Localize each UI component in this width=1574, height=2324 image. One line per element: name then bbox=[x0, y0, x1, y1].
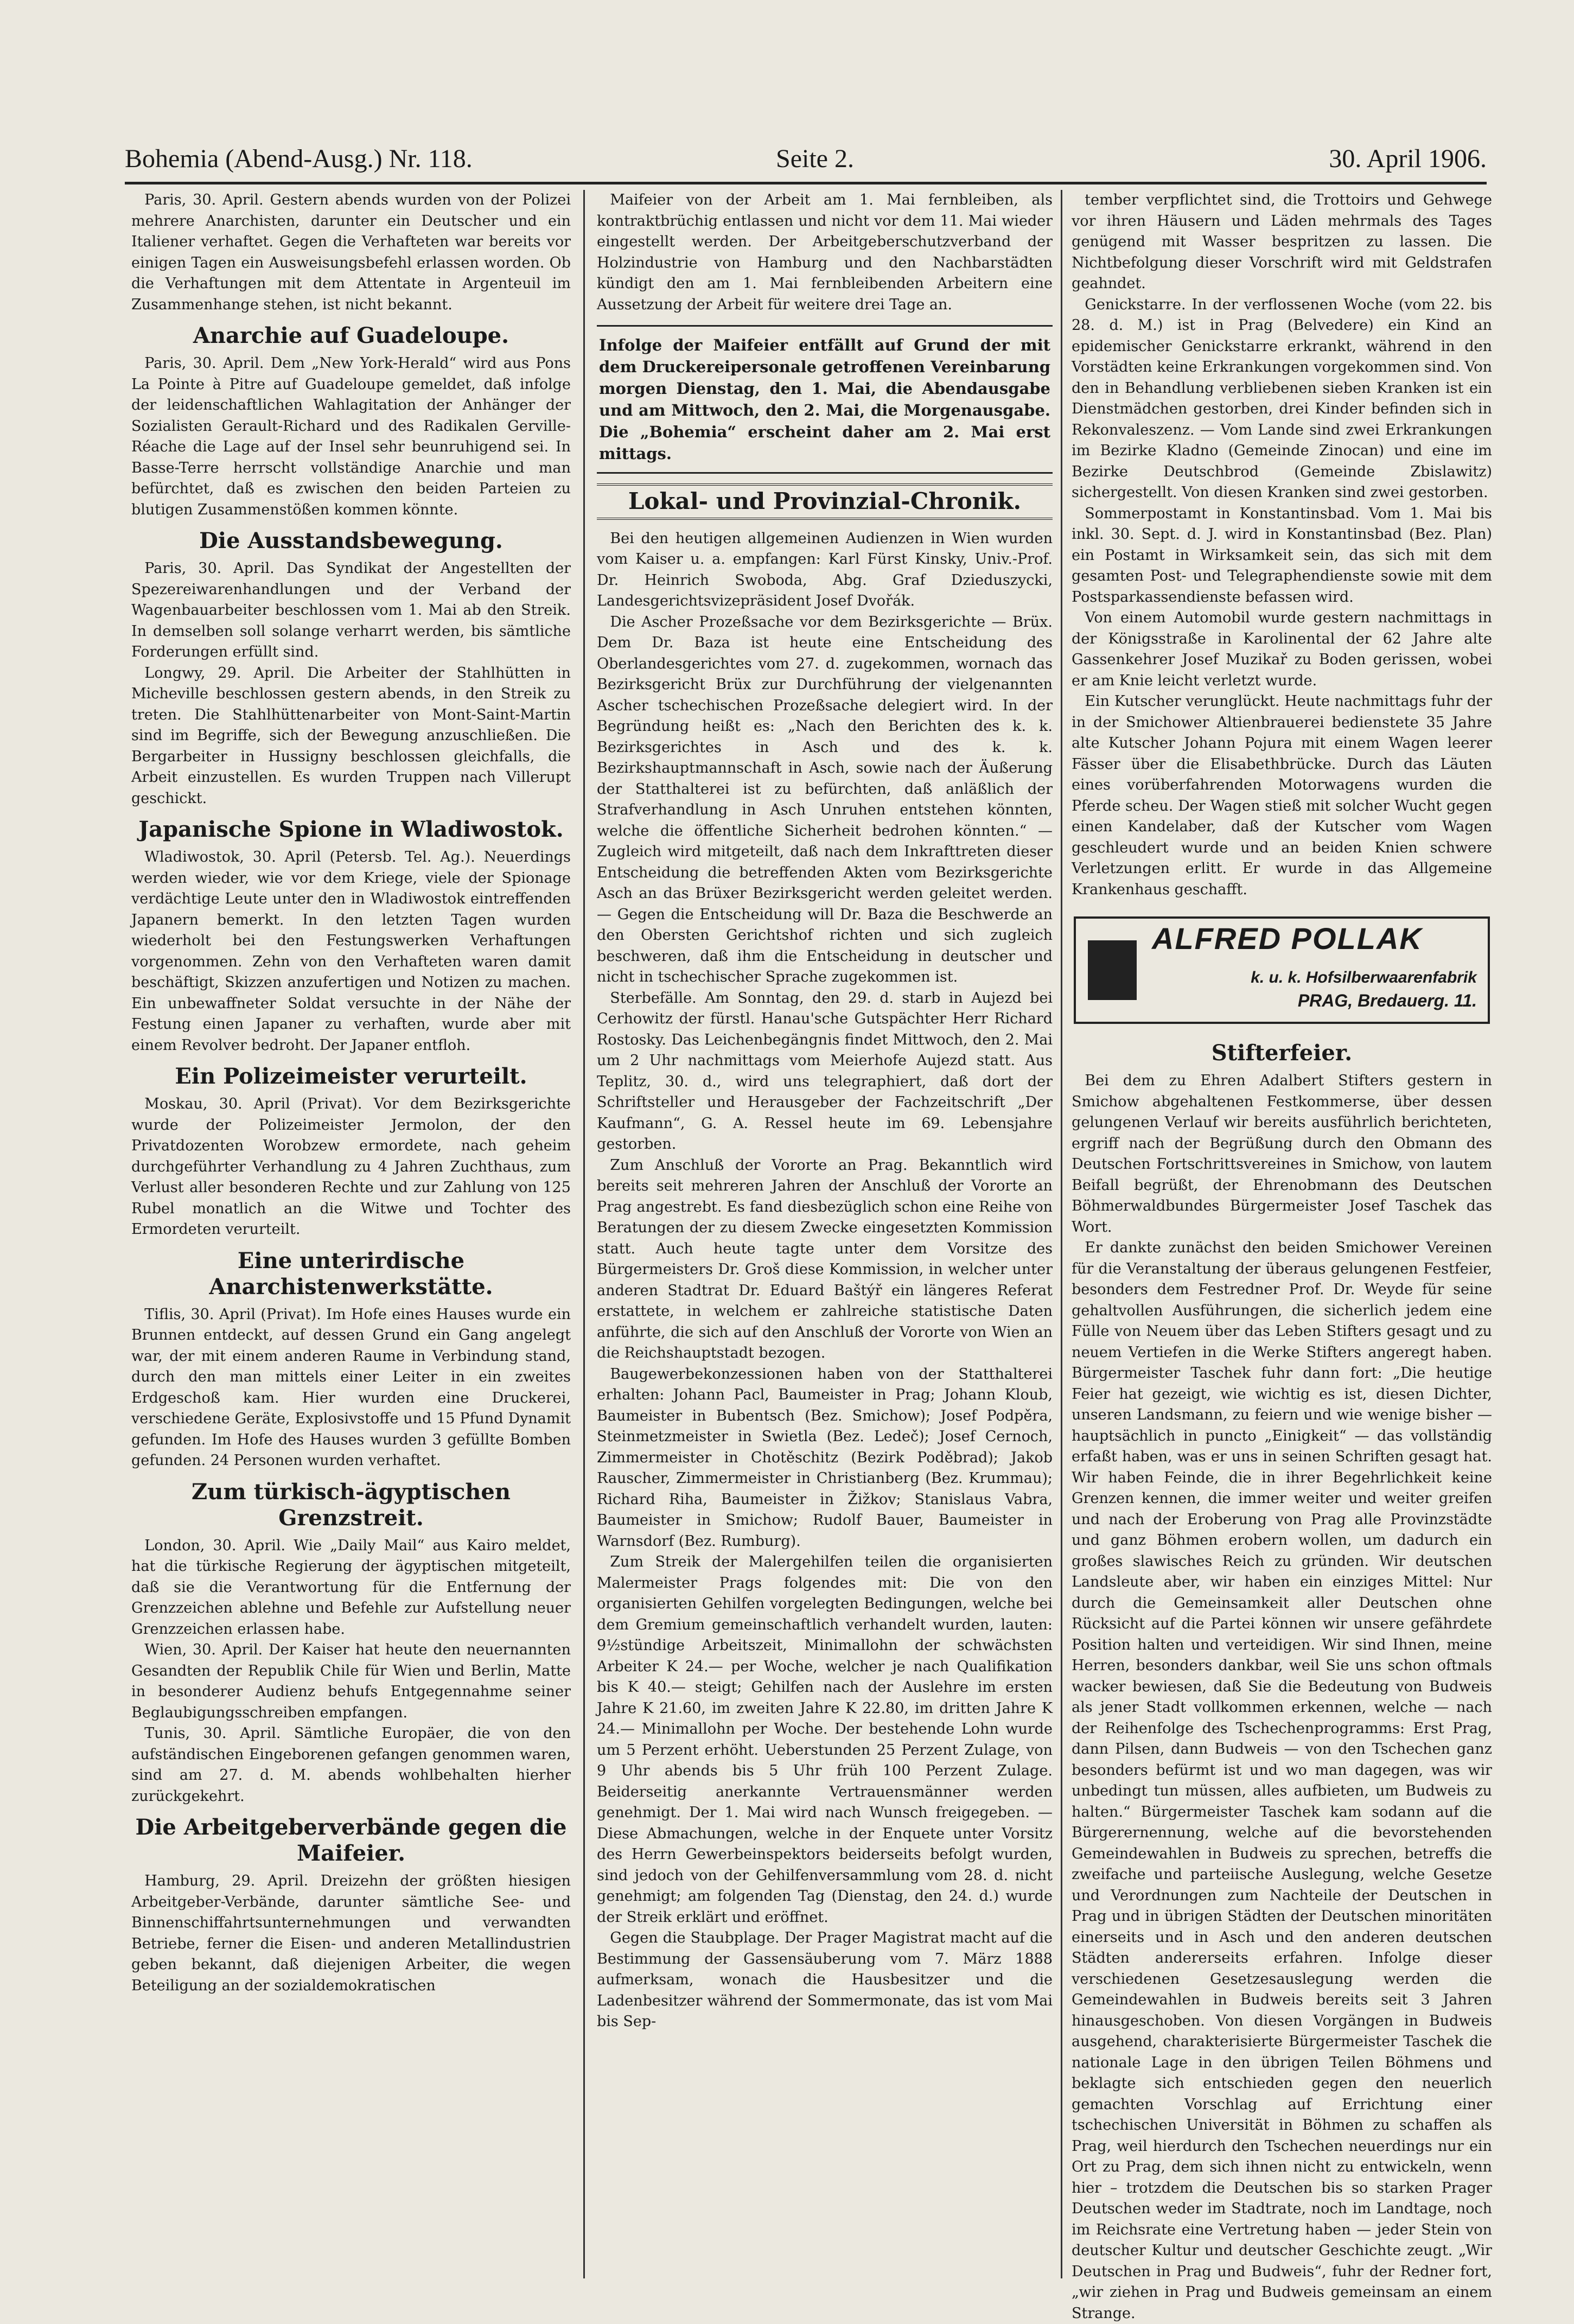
column-2 bbox=[597, 190, 1053, 2278]
article-paragraph: Von einem Automobil wurde gestern nachmittags in der Königsstraße in Karolinental der 62 Jahre alte Gassenkehrer Josef Muzikař zu Boden gerissen, wobei er am Knie leicht verletzt wurde. bbox=[1072, 609, 1492, 689]
advertisement bbox=[1074, 916, 1490, 1024]
column-1 bbox=[131, 190, 571, 2278]
column-3 bbox=[1072, 190, 1492, 2322]
article-paragraph: Paris, 30. April. Das Syndikat der Angestellten der Spezereiwarenhandlungen und der Verband der Wagenbauarbeiter beschlossen vom 1. Mai ab den Streik. In demselben soll solange verharrt werden, bis sämtliche Forderungen erfüllt sind. bbox=[131, 560, 571, 660]
article-headline: Japanische Spione in Wladiwostok. bbox=[138, 817, 564, 842]
column-divider bbox=[1061, 190, 1062, 2278]
article-headline: Die Arbeitgeberverbände gegen die Maifeier. bbox=[135, 1814, 567, 1866]
article-headline: Zum türkisch-ägyptischen Grenzstreit. bbox=[192, 1479, 511, 1531]
article-paragraph: Zum Streik der Malergehilfen teilen die organisierten Malermeister Prags folgendes mit: Die von den organisierten Gehilfen vorgelegten Bedingungen, welche bei dem Gremium gemeinschaftlich verhandelt wurden, lauten: 9½stündige Arbeitszeit, Minimallohn der schwächsten Arbeiter K 24.— per Woche, welcher je nach Qualifikation bis K 40.— steigt; Gehilfen nach der Auslehre im ersten Jahre K 21.60, im zweiten Jahre K 22.80, im dritten Jahre K 24.— Minimallohn per Woche. Der bestehende Lohn wurde um 5 Perzent erhöht. Ueberstunden 25 Perzent Zulage, von 9 Uhr abends bis 5 Uhr früh 100 Perzent Zulage. Beiderseitig anerkannte Vertrauensmänner werden genehmigt. Der 1. Mai wird nach Wunsch freigegeben. — Diese Abmachungen, welche in der Enquete unter Vorsitz des Herrn Gewerbeinspektors beiderseits befolgt wurden, sind jedoch von der Gehilfenversammlung vom 28. d. nicht genehmigt; am folgenden Tag (Dienstag, den 24. d.) wurde der Streik erklärt und eröffnet. bbox=[597, 1553, 1053, 1926]
article-headline: Anarchie auf Guadeloupe. bbox=[193, 323, 509, 348]
article-headline: Die Ausstandsbewegung. bbox=[199, 528, 503, 553]
article-headline: Stifterfeier. bbox=[1211, 1040, 1353, 1066]
article-paragraph: Longwy, 29. April. Die Arbeiter der Stahlhütten in Micheville beschlossen gestern abends, in den Streik zu treten. Die Stahlhüttenarbeiter von Mont-Saint-Martin sind im Begriffe, sich der Bewegung anzuschließen. Die Bergarbeiter in Hussigny beschlossen gleichfalls, die Arbeit einzustellen. Es wurden Truppen nach Villerupt geschickt. bbox=[131, 664, 571, 807]
article-paragraph: Moskau, 30. April (Privat). Vor dem Bezirksgerichte wurde der Polizeimeister Jermolon, der den Privatdozenten Worobzew ermordete, nach geheim durchgeführter Verhandlung zu 4 Jahren Zuchthaus, zum Verlust aller besonderen Rechte und zur Zahlung von 125 Rubel monatlich an die Witwe und Tochter des Ermordeten verurteilt. bbox=[131, 1096, 571, 1238]
column-divider bbox=[583, 190, 585, 2278]
issue-date: 30. April 1906. bbox=[1329, 144, 1487, 173]
article-paragraph: Bei den heutigen allgemeinen Audienzen in Wien wurden vom Kaiser u. a. empfangen: Karl Fürst Kinsky, Univ.-Prof. Dr. Heinrich Swoboda, Abg. Graf Dzieduszycki, Landesgerichtsvizepräsident Josef Dvořák. bbox=[597, 530, 1053, 609]
article-headline: Ein Polizeimeister verurteilt. bbox=[175, 1064, 527, 1089]
section-title: Lokal- und Provinzial-Chronik. bbox=[597, 483, 1053, 520]
article-paragraph: tember verpflichtet sind, die Trottoirs und Gehwege vor ihren Häusern und Läden mehrmals des Tages genügend mit Wasser bespritzen zu lassen. Die Nichtbefolgung dieser Vorschrift wird mit Geldstrafen geahndet. bbox=[1072, 192, 1492, 292]
article-paragraph: Sterbefälle. Am Sonntag, den 29. d. starb in Aujezd bei Cerhowitz der fürstl. Hanau'sche Gutspächter Herr Richard Rostosky. Das Leichenbegängnis findet Mittwoch, den 2. Mai um 2 Uhr nachmittags vom Meierhofe Aujezd statt. Aus Teplitz, 30. d., wird uns telegraphiert, daß dort der Schriftsteller und Herausgeber der Fachzeitschrift „Der Kaufmann“, G. A. Ressel heute im 69. Lebensjahre gestorben. bbox=[597, 989, 1053, 1153]
article-paragraph: Bei dem zu Ehren Adalbert Stifters gestern in Smichow abgehaltenen Festkommerse, über dessen gelungenen Verlauf wir bereits ausführlich berichteten, ergriff nach der Begrüßung durch den Obmann des Deutschen Fortschrittsvereines in Smichow, von lautem Beifall begrüßt, der Ehrenobmann des Deutschen Böhmerwaldbundes Bürgermeister Josef Taschek das Wort. bbox=[1072, 1072, 1492, 1236]
article-paragraph: Wien, 30. April. Der Kaiser hat heute den neuernannten Gesandten der Republik Chile für Wien und Berlin, Matte in besonderer Audienz behufs Entgegennahme seiner Beglaubigungsschreiben empfangen. bbox=[131, 1641, 571, 1721]
publication-notice: Infolge der Maifeier entfällt auf Grund der mit dem Druckereipersonale getroffenen Vereinbarung morgen Dienstag, den 1. Mai, die Abendausgabe und am Mittwoch, den 2. Mai, die Morgenausgabe. Die „Bohemia“ erscheint daher am 2. Mai erst mittags. bbox=[597, 325, 1053, 474]
article-paragraph: Gegen die Staubplage. Der Prager Magistrat macht auf die Bestimmung der Gassensäuberung vom 7. März 1888 aufmerksam, wonach die Hausbesitzer und die Ladenbesitzer während der Sommermonate, das ist vom Mai bis Sep- bbox=[597, 1930, 1053, 2030]
article-paragraph: Paris, 30. April. Dem „New York-Herald“ wird aus Pons La Pointe à Pitre auf Guadeloupe gemeldet, daß infolge der leidenschaftlichen Wahlagitation der Anhänger der Sozialisten Gerault-Richard und des Radikalen Gerville-Réache die Lage auf der Insel sehr beunruhigend sei. In Basse-Terre herrscht vollständige Anarchie und man befürchtet, daß es zwischen den beiden Parteien zu blutigen Zusammenstößen kommen könnte. bbox=[131, 355, 571, 518]
article-paragraph: Maifeier von der Arbeit am 1. Mai fernbleiben, als kontraktbrüchig entlassen und nicht vor dem 11. Mai wieder eingestellt werden. Der Arbeitgeberschutzverband der Holzindustrie von Hamburg und den Nachbarstädten kündigt den am 1. Mai fernbleibenden Arbeitern eine Aussetzung der Arbeit für weitere drei Tage an. bbox=[597, 192, 1053, 313]
article-paragraph: Zum Anschluß der Vororte an Prag. Bekanntlich wird bereits seit mehreren Jahren der Anschluß der Vororte an Prag angestrebt. Es fand diesbezüglich schon eine Reihe von Beratungen der zu diesem Zwecke eingesetzten Kommission statt. Auch heute tagte unter dem Vorsitze des Bürgermeisters Dr. Groš diese Kommission, in welcher unter anderen Stadtrat Dr. Eduard Baštýř ein längeres Referat erstattete, in welchem er zahlreiche statistische Daten anführte, die sich auf den Anschluß der Vororte von Wien an die Reichshauptstadt bezogen. bbox=[597, 1156, 1053, 1361]
article-paragraph: Ein Kutscher verunglückt. Heute nachmittags fuhr der in der Smichower Altienbrauerei bedienstete 35 Jahre alte Kutscher Johann Pojura mit einem Wagen leerer Fässer über die Elisabethbrücke. Durch das Läuten eines vorüberfahrenden Motorwagens wurden die Pferde scheu. Der Wagen stieß mit solcher Wucht gegen einen Kandelaber, daß der Kutscher vom Wagen geschleudert wurde und an beiden Knien schwere Verletzungen erlitt. Er wurde in das Allgemeine Krankenhaus geschafft. bbox=[1072, 693, 1492, 898]
issue-label: Bohemia (Abend-Ausg.) Nr. 118. bbox=[125, 144, 473, 173]
advertiser-address: PRAG, Bredauerg. 11. bbox=[1297, 991, 1477, 1010]
page-header bbox=[125, 138, 1487, 182]
article-headline: Eine unterirdische Anarchistenwerkstätte. bbox=[209, 1247, 493, 1300]
article-paragraph: Er dankte zunächst den beiden Smichower Vereinen für die Veranstaltung der überaus gelungenen Festfeier, besonders dem Festredner Prof. Dr. Weyde für seine gehaltvollen Ausführungen, die sicherlich jedem eine Fülle von Neuem über das Leben Stifters gesagt und zu neuem Vertiefen in die Werke Stifters angeregt haben. Bürgermeister Taschek fuhr dann fort: „Die heutige Feier hat gezeigt, wie wichtig es ist, diesen Dichter, unseren Landsmann, zu feiern und wie wenige bisher — hauptsächlich in puncto „Einigkeit“ — das vollständig erfaßt haben, was er uns in seinen Schriften gesagt hat. Wir haben Feinde, die in ihrer Begehrlichkeit keine Grenzen kennen, die immer weiter und weiter greifen und nach der Eroberung von Prag alle Provinzstädte und ganz Böhmen erobern wollen, um dadurch ein großes slawisches Reich zu gründen. Wir deutschen Landsleute aber, wir haben ein einziges Mittel: Nur durch die Gemeinsamkeit aller Deutschen ohne Rücksicht auf die Partei können wir unsere gefährdete Position halten und verteidigen. Wir sind Ihnen, meine Herren, besonders dankbar, weil Sie uns schon oftmals wacker bewiesen, daß Sie die Bedeutung von Budweis als jener Stadt vollkommen erkennen, welche — nach der Reihenfolge des Tschechenprogramms: Erst Prag, dann Pilsen, dann Budweis — von den Tschechen ganz besonders befürmt ist und wo man dagegen, was wir unbedingt tun müssen, alles aufbieten, um Budweis zu halten.“ Bürgermeister Taschek kam sodann auf die Bürgerernennung, welche auf die bevorstehenden Gemeindewahlen in Budweis zu sprechen, betreffs die zweifache und parteiische Auslegung, welche Gesetze und Verordnungen zum Nachteile der Deutschen in Prag und in übrigen Städten der Deutschen minoritäten einerseits und in Asch und den anderen deutschen Städten andererseits erfahren. Infolge dieser verschiedenen Gesetzesauslegung werden die Gemeindewahlen in Budweis bereits seit 3 Jahren hinausgeschoben. Von diesen Vorgängen in Budweis ausgehend, charakterisierte Bürgermeister Taschek die nationale Lage in den übrigen Teilen Böhmens und beklagte sich entschieden gegen den neuerlich gemachten Vorschlag auf Errichtung einer tschechischen Universität in Böhmen zu schaffen als Prag, weil hierdurch den Tschechen neuerdings nur ein Ort zu Prag, dem sich ihnen nicht zu entwickeln, wenn hier – trotzdem die Deutschen bis so starken Prager Deutschen weder im Stadtrate, noch im Landtage, noch im Reichsrate eine Vertretung haben — jeder Stein von deutscher Kultur und deutscher Geschichte zeugt. „Wir Deutschen in Prag und Budweis“, fuhr der Redner fort, „wir ziehen in Prag und Budweis gemeinsam an einem Strange. bbox=[1072, 1239, 1492, 2322]
article-paragraph: London, 30. April. Wie „Daily Mail“ aus Kairo meldet, hat die türkische Regierung der ägyptischen mitgeteilt, daß sie die Verantwortung für die Entfernung der Grenzzeichen ablehne und Befehle zur Aufstellung neuer Grenzzeichen erlassen habe. bbox=[131, 1537, 571, 1638]
article-paragraph: Hamburg, 29. April. Dreizehn der größten hiesigen Arbeitgeber-Verbände, darunter sämtliche See- und Binnenschiffahrtsunternehmungen und verwandten Betriebe, ferner die Eisen- und anderen Metallindustrien geben bekannt, daß diejenigen Arbeiter, die wegen Beteiligung an der sozialdemokratischen bbox=[131, 1873, 571, 1994]
article-paragraph: Die Ascher Prozeßsache vor dem Bezirksgerichte — Brüx. Dem Dr. Baza ist heute eine Entscheidung des Oberlandesgerichtes vom 27. d. zugekommen, wornach das Bezirksgericht Brüx zur Durchführung der vielgenannten Ascher tschechischen Prozeßsache delegiert wird. In der Begründung heißt es: „Nach den Berichten des k. k. Bezirksgerichtes in Asch und des k. k. Bezirkshauptmannschaft in Asch, sowie nach der Äußerung der Statthalterei ist zu befürchten, daß anläßlich der Strafverhandlung in Asch Unruhen entstehen könnten, welche die öffentliche Sicherheit bedrohen könnten.“ — Zugleich wird mitgeteilt, daß nach dem Inkrafttreten dieser Entscheidung die betreffenden Akten vom Bezirksgerichte Asch an das Brüxer Bezirksgericht werden geleitet werden. — Gegen die Entscheidung will Dr. Baza die Beschwerde an den Obersten Gerichtshof richten und sich zugleich beschweren, daß ihm die Entscheidung in deutscher und nicht in tschechischer Sprache zugekommen ist. bbox=[597, 613, 1053, 985]
article-paragraph: Paris, 30. April. Gestern abends wurden von der Polizei mehrere Anarchisten, darunter ein Deutscher und ein Italiener verhaftet. Gegen die Verhafteten war bereits vor einigen Tagen ein Ausweisungsbefehl erlassen worden. Ob die Verhaftungen mit dem Attentate in Argenteuil im Zusammenhange stehen, ist nicht bekannt. bbox=[131, 192, 571, 313]
advertisement-logo bbox=[1088, 940, 1137, 1000]
article-paragraph: Tiflis, 30. April (Privat). Im Hofe eines Hauses wurde ein Brunnen entdeckt, auf dessen Grund ein Gang angelegt war, der mit einem anderen Raume in Verbindung stand, durch den man mittels einer Leiter in ein zweites Erdgeschoß kam. Hier wurden eine Druckerei, verschiedene Geräte, Explosivstoffe und 15 Pfund Dynamit gefunden. Im Hofe des Hauses wurden 3 gefüllte Bomben gefunden. 24 Personen wurden verhaftet. bbox=[131, 1306, 571, 1469]
article-paragraph: Wladiwostok, 30. April (Petersb. Tel. Ag.). Neuerdings werden wieder, wie vor dem Kriege, viele der Spionage verdächtige Leute unter den in Wladiwostok eintreffenden Japanern bemerkt. In den letzten Tagen wurden wiederholt bei den Festungswerken Verhaftungen vorgenommen. Zehn von den Verhafteten waren damit beschäftigt, Skizzen anzufertigen und Notizen zu machen. Ein unbewaffneter Soldat versuchte in der Nähe der Festung einen Japaner zu verhaften, wurde aber mit einem Revolver bedroht. Der Japaner entfloh. bbox=[131, 849, 571, 1054]
article-paragraph: Genickstarre. In der verflossenen Woche (vom 22. bis 28. d. M.) ist in Prag (Belvedere) ein Kind an epidemischer Genickstarre erkrankt, während in den Vorstädten keine Erkrankungen vorgekommen sind. Von den in Behandlung verbliebenen sieben Kranken ist ein Dienstmädchen gestorben, drei Kinder befinden sich in Rekonvaleszenz. — Vom Lande sind zwei Erkrankungen im Bezirke Kladno (Gemeinde Zinocan) und eine im Bezirke Deutschbrod (Gemeinde Zbislawitz) sichergestellt. Von diesen Kranken sind zwei gestorben. bbox=[1072, 296, 1492, 501]
article-paragraph: Tunis, 30. April. Sämtliche Europäer, die von den aufständischen Eingeborenen gefangen genommen waren, sind am 27. d. M. abends wohlbehalten hierher zurückgekehrt. bbox=[131, 1725, 571, 1805]
advertiser-name: ALFRED POLLAK bbox=[1152, 921, 1423, 956]
article-paragraph: Baugewerbekonzessionen haben von der Statthalterei erhalten: Johann Pacl, Baumeister in Prag; Johann Kloub, Baumeister in Bubentsch (Bez. Smichow); Josef Podpěra, Steinmetzmeister in Swietla (Bez. Ledeč); Josef Cernoch, Zimmermeister in Chotěschitz (Bezirk Poděbrad); Jakob Rauscher, Zimmermeister in Christianberg (Bez. Krummau); Richard Riha, Baumeister in Žižkov; Stanislaus Vabra, Baumeister in Smichow; Rudolf Bauer, Baumeister in Warnsdorf (Bez. Rumburg). bbox=[597, 1365, 1053, 1550]
advertiser-description: k. u. k. Hofsilberwaarenfabrik bbox=[1251, 969, 1477, 986]
page-number: Seite 2. bbox=[776, 144, 854, 173]
article-paragraph: Sommerpostamt in Konstantinsbad. Vom 1. Mai bis inkl. 30. Sept. d. J. wird in Konstantinsbad (Bez. Plan) ein Postamt in Wirksamkeit sein, das sich mit dem gesamten Post- und Telegraphendienste sowie mit dem Postsparkassendienste befassen wird. bbox=[1072, 505, 1492, 606]
header-rule bbox=[125, 182, 1487, 184]
